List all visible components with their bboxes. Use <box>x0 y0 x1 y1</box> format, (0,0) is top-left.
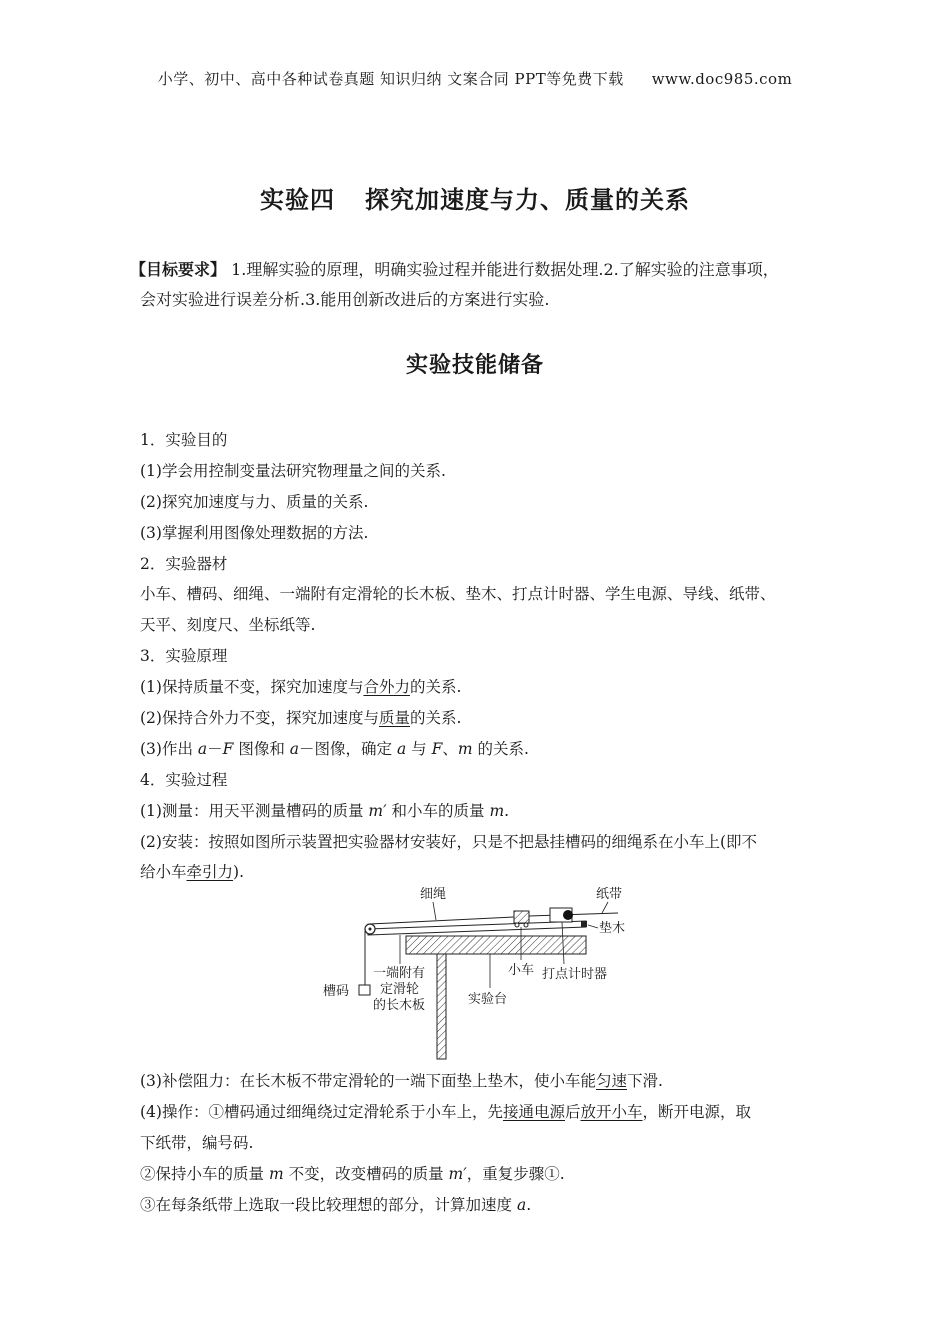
header-url[interactable]: www.doc985.com <box>651 70 793 88</box>
s4-step-2: ②保持小车的质量 m 不变，改变槽码的质量 m′，重复步骤①. <box>140 1164 565 1183</box>
s1-heading: 1．实验目的 <box>140 431 228 449</box>
goals-block <box>130 255 820 315</box>
s4-item-2-line-1: (2)安装：按照如图所示装置把实验器材安装好，只是不把悬挂槽码的细绳系在小车上(即不 <box>140 832 758 851</box>
s2-heading: 2．实验器材 <box>140 554 228 573</box>
apparatus-diagram <box>318 882 643 1062</box>
s4-item-3: (3)补偿阻力：在长木板不带定滑轮的一端下面垫上垫木，使小车能匀速下滑. <box>140 1072 663 1090</box>
label-timer: 打点计时器 <box>542 967 608 982</box>
label-pad: 垫木 <box>599 921 626 936</box>
rope-line <box>370 917 514 924</box>
content-body <box>140 425 830 888</box>
apparatus-figure <box>318 882 643 1062</box>
s4-keyword-uniform: 匀速 <box>595 1072 627 1090</box>
section-title: 实验技能储备 <box>405 353 544 378</box>
s3-item-1: (1)保持质量不变，探究加速度与合外力的关系. <box>140 678 462 697</box>
s4-keyword-traction: 牵引力 <box>186 863 234 882</box>
goals-line-1 <box>130 255 820 285</box>
s3-item-3: (3)作出 a－F 图像和 a－图像，确定 a 与 F、m 的关系. <box>140 739 529 758</box>
s2-line-1: 小车、槽码、细绳、一端附有定滑轮的长木板、垫木、打点计时器、学生电源、导线、纸带、 <box>140 585 776 604</box>
label-rope: 细绳 <box>420 887 447 902</box>
hanging-weight <box>359 985 370 995</box>
s4-keyword-release-cart: 放开小车 <box>580 1102 643 1121</box>
s3-keyword-net-force: 合外力 <box>363 678 410 697</box>
s4-keyword-power-on: 接通电源 <box>502 1102 565 1121</box>
content-body-continued <box>140 1066 830 1220</box>
pad <box>581 921 587 927</box>
s1-item-2: (2)探究加速度与力、质量的关系. <box>140 492 369 511</box>
page-title <box>0 180 950 215</box>
paper-tape <box>529 913 618 916</box>
s2-line-2: 天平、刻度尺、坐标纸等. <box>140 616 316 635</box>
long-board <box>368 921 586 935</box>
s4-item-4-line-2: 下纸带，编号码. <box>140 1133 254 1152</box>
s4-item-2-line-2: 给小车牵引力). <box>140 863 245 882</box>
label-board-1: 一端附有 <box>373 966 426 981</box>
s4-step-3: ③在每条纸带上选取一段比较理想的部分，计算加速度 a. <box>140 1195 532 1214</box>
label-cart: 小车 <box>508 963 535 978</box>
table-leg <box>437 954 446 1059</box>
goals-line-2: 会对实验进行误差分析.3.能用创新改进后的方案进行实验. <box>140 290 550 309</box>
title-experiment-number: 实验四 <box>260 186 335 214</box>
label-board-3: 的长木板 <box>373 998 426 1013</box>
table-top <box>406 936 586 954</box>
label-weight: 槽码 <box>323 984 350 999</box>
title-topic: 探究加速度与力、质量的关系 <box>365 186 690 214</box>
s3-item-2: (2)保持合外力不变，探究加速度与质量的关系. <box>140 709 462 728</box>
label-board-2: 定滑轮 <box>380 982 420 997</box>
s4-heading: 4．实验过程 <box>140 770 228 789</box>
page-header <box>0 68 950 89</box>
goals-tag: 【目标要求】 <box>130 260 227 279</box>
s4-item-1: (1)测量：用天平测量槽码的质量 m′ 和小车的质量 m. <box>140 801 510 820</box>
s1-item-1: (1)学会用控制变量法研究物理量之间的关系. <box>140 461 446 480</box>
header-text: 小学、初中、高中各种试卷真题 知识归纳 文案合同 PPT等免费下载 <box>157 70 624 88</box>
goals-text-1: 1.理解实验的原理，明确实验过程并能进行数据处理.2.了解实验的注意事项， <box>231 260 779 279</box>
s4-item-4-line-1: (4)操作：①槽码通过细绳绕过定滑轮系于小车上，先接通电源后放开小车，断开电源，取 <box>140 1102 752 1121</box>
label-tape: 纸带 <box>596 887 623 902</box>
label-table: 实验台 <box>468 992 508 1007</box>
s3-heading: 3．实验原理 <box>140 647 228 666</box>
cart <box>514 911 529 923</box>
s1-item-3: (3)掌握利用图像处理数据的方法. <box>140 523 369 542</box>
s3-keyword-mass: 质量 <box>378 709 410 728</box>
